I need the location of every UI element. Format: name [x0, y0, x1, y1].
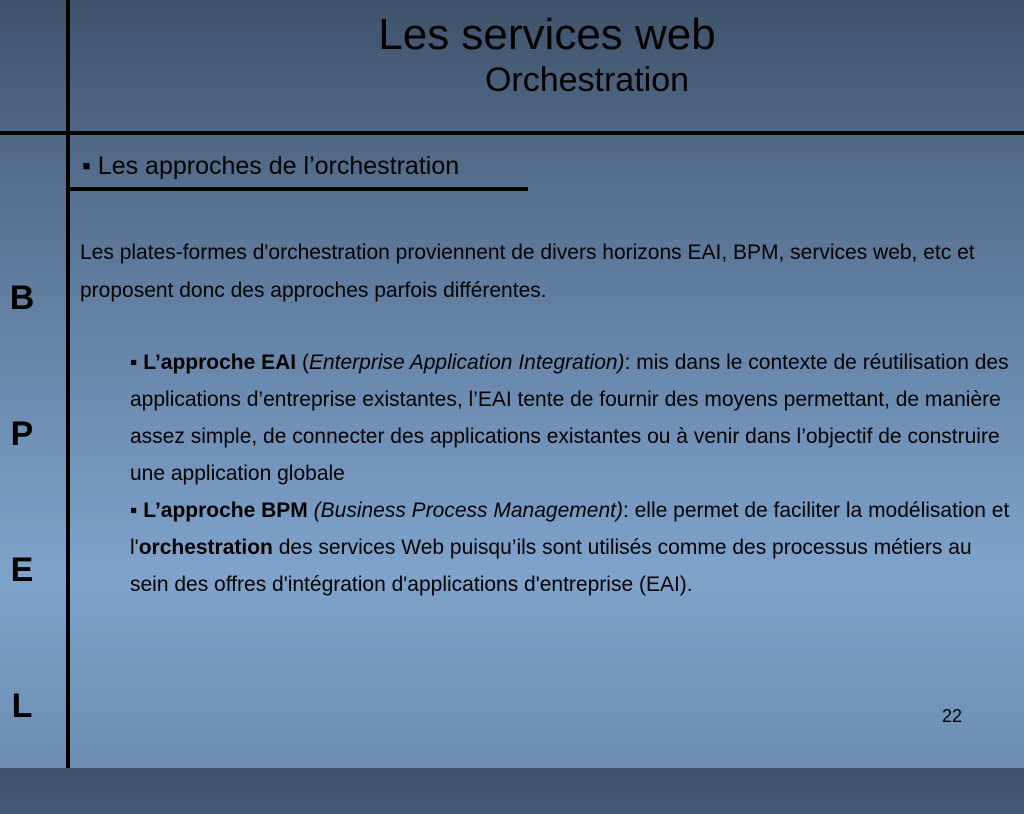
page-number: 22: [941, 706, 962, 726]
bullet-list: [130, 344, 1010, 603]
eai-expansion: Enterprise Application Integration): [308, 351, 625, 374]
side-letters: [0, 270, 44, 814]
title-block: [70, 10, 1024, 100]
bullet-eai: [130, 344, 1010, 492]
bpm-label: L’approche BPM: [143, 499, 308, 522]
slide-subtitle: Orchestration: [484, 61, 690, 99]
section-heading: ▪ Les approches de l’orchestration: [82, 152, 460, 180]
bpm-expansion: (Business Process Management): [307, 499, 623, 522]
intro-paragraph: Les plates-formes d'orchestration proviennent de divers horizons EAI, BPM, services web, etc et proposent donc des approches parfois différentes.: [80, 241, 975, 302]
side-letter-p: P: [10, 415, 34, 453]
bullet-marker: ▪: [130, 351, 144, 374]
side-letter-b: B: [9, 279, 35, 317]
bpm-text-end: des services Web puisqu’ils sont utilisés comme des processus métiers au sein des offres d'intégration d'applications d'entreprise (EAI).: [130, 536, 972, 596]
bpm-orchestration: orchestration: [138, 536, 273, 559]
eai-label: L’approche EAI: [143, 351, 297, 374]
bpm-text: : elle permet de faciliter la modélisation et l': [130, 499, 1010, 559]
side-letter-e: E: [10, 551, 34, 589]
section-underline: [70, 187, 528, 191]
side-letter-l: L: [11, 687, 33, 725]
bullet-marker: ▪: [130, 499, 144, 522]
slide-title: Les services web: [378, 10, 716, 59]
bullet-bpm: [130, 492, 1010, 603]
vertical-divider: [66, 0, 70, 768]
eai-text: : mis dans le contexte de réutilisation des applications d’entreprise existantes, l’EAI tente de fournir des moyens permettant, de manière assez simple, de connecter des applications existantes ou à venir dans l’objectif de construire une application globale: [130, 351, 1009, 485]
eai-paren: (: [296, 351, 309, 374]
horizontal-divider: [0, 131, 1024, 135]
